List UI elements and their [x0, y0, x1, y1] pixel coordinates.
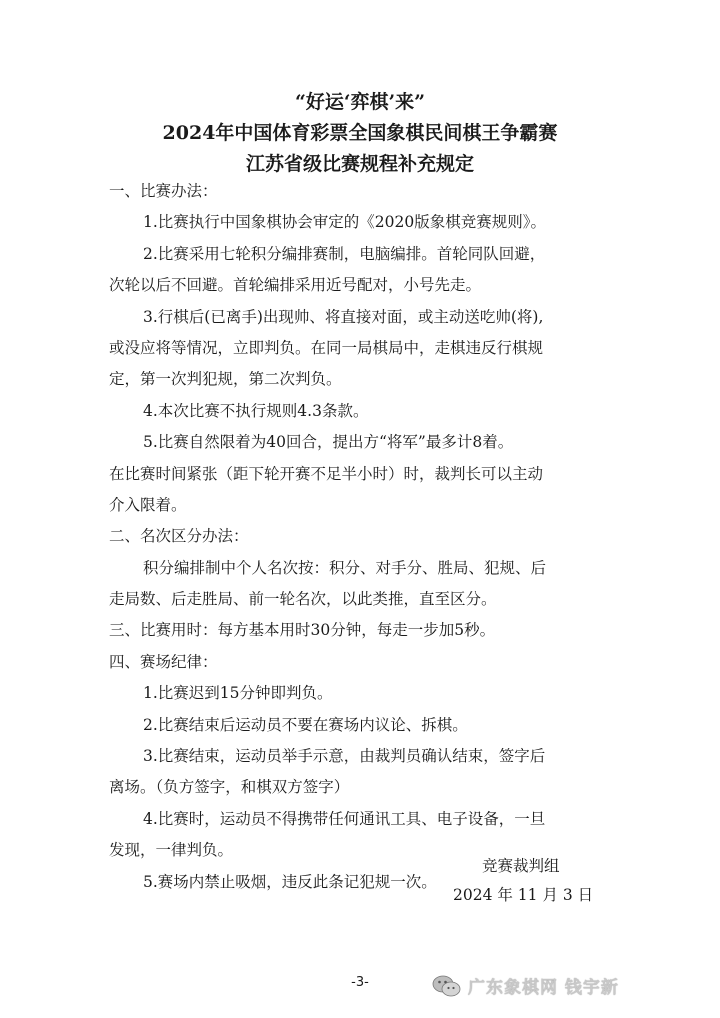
text-line: 积分编排制中个人名次按：积分、对手分、胜局、犯规、后: [143, 558, 547, 577]
text-line: 3.行棋后(已离手)出现帅、将直接对面，或主动送吃帅(将),: [143, 307, 544, 326]
text-line: 四、赛场纪律：: [109, 652, 218, 671]
text-line: 2.比赛结束后运动员不要在赛场内议论、拆棋。: [143, 715, 468, 734]
page-number: -3-: [351, 975, 369, 990]
text-line: 次轮以后不回避。首轮编排采用近号配对，小号先走。: [109, 276, 482, 295]
document-body: [109, 176, 619, 898]
title-line-3: 江苏省级比赛规程补充规定: [245, 153, 474, 175]
signature-date: 2024 年 11 月 3 日: [453, 886, 594, 904]
text-line: 5.赛场内禁止吸烟，违反此条记犯规一次。: [143, 872, 437, 891]
text-line: 3.比赛结束，运动员举手示意，由裁判员确认结束，签字后: [143, 747, 546, 766]
text-line: 1.比赛迟到15分钟即判负。: [143, 684, 333, 703]
signature-org: 竞赛裁判组: [482, 857, 560, 875]
title-line-1: “好运‘弈棋’来”: [294, 91, 426, 113]
title-line-2: 2024年中国体育彩票全国象棋民间棋王争霸赛: [162, 122, 558, 144]
text-line: 在比赛时间紧张（距下轮开赛不足半小时）时，裁判长可以主动: [109, 464, 544, 483]
text-line: 或没应将等情况，立即判负。在同一局棋局中，走棋违反行棋规: [109, 338, 544, 357]
text-line: 一、比赛办法：: [109, 182, 218, 200]
wechat-icon: [432, 974, 462, 998]
text-line: 2.比赛采用七轮积分编排赛制，电脑编排。首轮同队回避，: [143, 244, 546, 263]
text-line: 介入限着。: [109, 495, 187, 514]
text-line: 二、名次区分办法：: [109, 527, 249, 546]
text-line: 1.比赛执行中国象棋协会审定的《2020版象棋竞赛规则》。: [143, 213, 546, 232]
text-line: 发现，一律判负。: [109, 841, 234, 860]
text-line: 4.本次比赛不执行规则4.3条款。: [143, 401, 369, 420]
text-line: 5.比赛自然限着为40回合，提出方“将军”最多计8着。: [143, 433, 514, 452]
text-line: 三、比赛用时：每方基本用时30分钟，每走一步加5秒。: [109, 621, 496, 640]
watermark: [432, 973, 619, 998]
text-line: 4.比赛时，运动员不得携带任何通讯工具、电子设备，一旦: [143, 809, 546, 828]
text-line: 走局数、后走胜局、前一轮名次，以此类推，直至区分。: [109, 590, 497, 609]
text-line: 定，第一次判犯规，第二次判负。: [109, 370, 342, 389]
text-line: 离场。（负方签字，和棋双方签字）: [109, 778, 350, 797]
watermark-text: 广东象棋网 钱宇新: [468, 978, 619, 998]
